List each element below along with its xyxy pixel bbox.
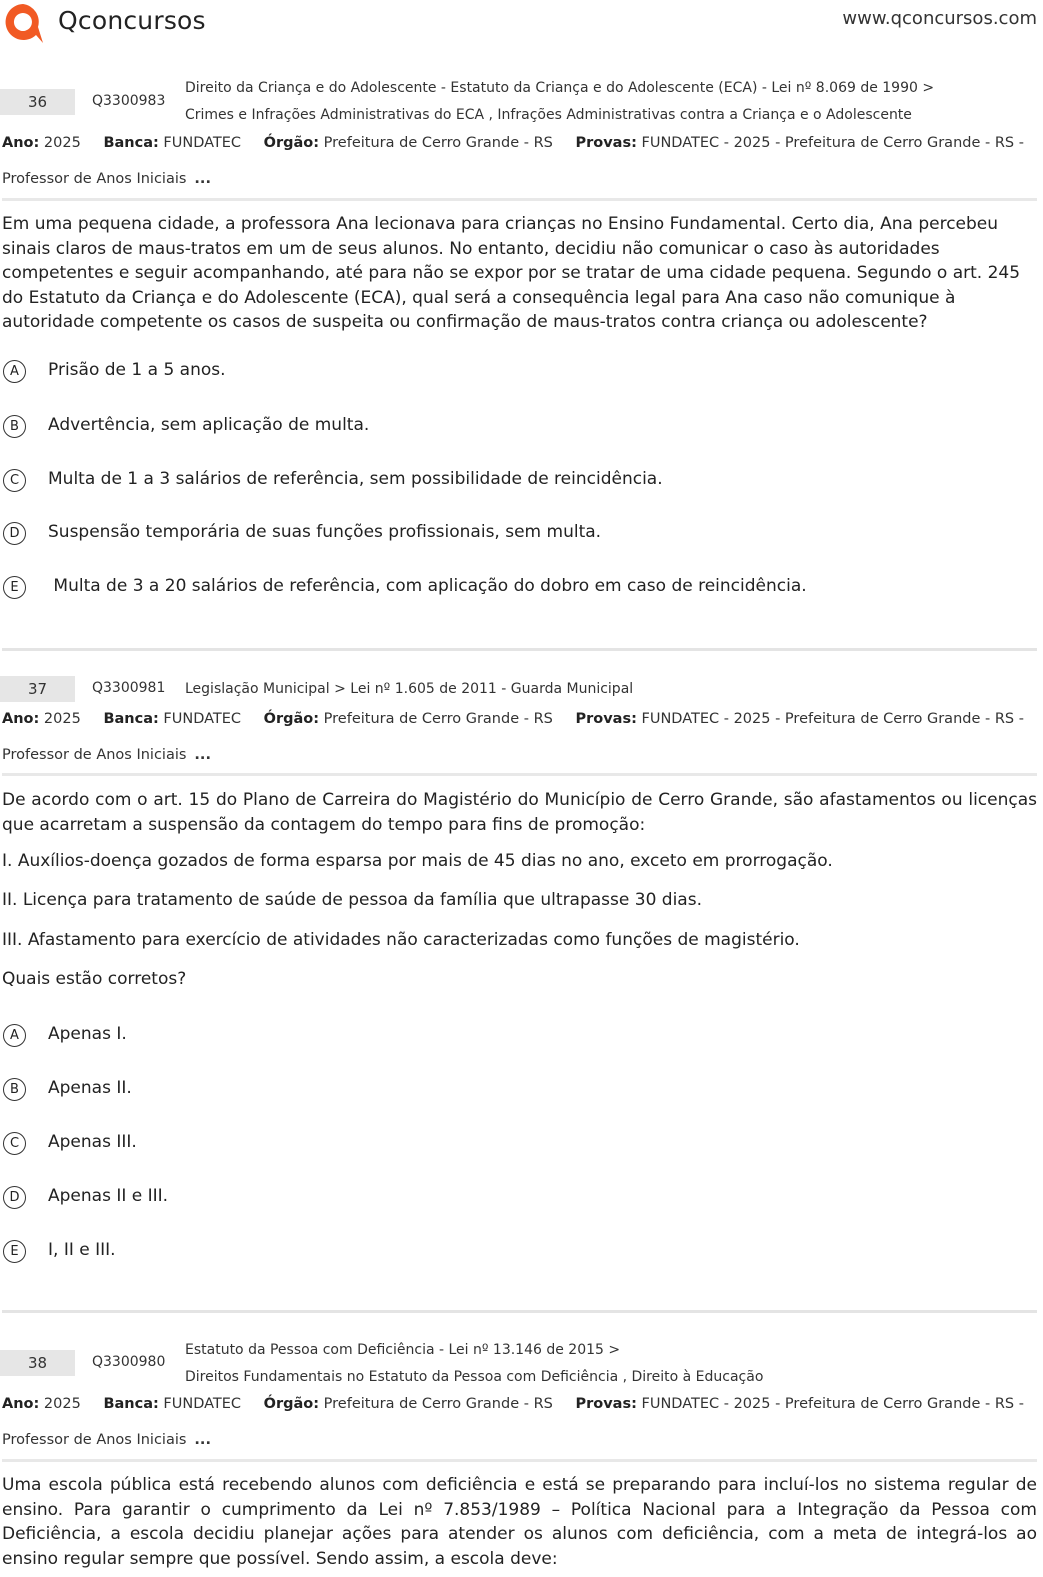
divider xyxy=(2,773,1037,776)
provas-value-cont: Professor de Anos Iniciais xyxy=(2,747,187,763)
option-e[interactable] xyxy=(3,576,1033,602)
option-c[interactable] xyxy=(3,469,1033,495)
question-separator xyxy=(2,648,1037,651)
subject-line[interactable]: Estatuto da Pessoa com Deficiência - Lei nº 13.146 de 2015 > xyxy=(185,1342,621,1358)
option-b[interactable] xyxy=(3,1078,1033,1104)
question-statement: Em uma pequena cidade, a professora Ana lecionava para crianças no Ensino Fundamental. Certo dia, Ana percebeu sinais claros de maus-tratos em um de seus alunos. No entanto, decidiu não comunicar o caso às autoridades competentes e seguir acompanhando, até para não se expor por se tratar de uma cidade pequena. Segundo o art. 245 do Estatuto da Criança e do Adolescente (ECA), qual será a consequência legal para Ana caso não comunique à autoridade competente os casos de suspeita ou confirmação de maus-tratos contra criança ou adolescente? xyxy=(2,214,1021,332)
question-id[interactable]: Q3300980 xyxy=(92,1354,166,1370)
option-letter[interactable]: C xyxy=(3,469,26,492)
banca-value: FUNDATEC xyxy=(163,135,242,151)
option-a[interactable] xyxy=(3,360,1033,386)
option-letter[interactable]: B xyxy=(3,415,26,438)
banca-value: FUNDATEC xyxy=(163,1396,242,1412)
question-number: 37 xyxy=(0,676,75,702)
ano-label: Ano: xyxy=(2,1396,40,1412)
option-b[interactable] xyxy=(3,415,1033,441)
provas-label: Provas: xyxy=(575,711,637,727)
question-number: 36 xyxy=(0,89,75,115)
ano-value: 2025 xyxy=(43,135,81,151)
option-letter[interactable]: E xyxy=(3,1240,26,1263)
question-id[interactable]: Q3300983 xyxy=(92,93,166,109)
qconcursos-logo-icon[interactable] xyxy=(2,1,44,43)
orgao-value: Prefeitura de Cerro Grande - RS xyxy=(323,135,553,151)
subject-line[interactable]: Crimes e Infrações Administrativas do ECA , Infrações Administrativas contra a Criança e o Adolescente xyxy=(185,107,912,123)
provas-continuation xyxy=(2,747,211,763)
banca-label: Banca: xyxy=(103,1396,159,1412)
orgao-value: Prefeitura de Cerro Grande - RS xyxy=(323,1396,553,1412)
subject-line[interactable]: Direitos Fundamentais no Estatuto da Pessoa com Deficiência , Direito à Educação xyxy=(185,1369,764,1385)
statement-item: III. Afastamento para exercício de atividades não caracterizadas como funções de magistério. xyxy=(2,930,800,950)
ano-label: Ano: xyxy=(2,711,40,727)
option-a[interactable] xyxy=(3,1024,1033,1050)
banca-label: Banca: xyxy=(103,135,159,151)
provas-value: FUNDATEC - 2025 - Prefeitura de Cerro Grande - RS - xyxy=(641,135,1024,151)
question-subject xyxy=(185,75,1035,129)
option-text[interactable]: Multa de 3 a 20 salários de referência, com aplicação do dobro em caso de reincidência. xyxy=(48,576,807,596)
provas-continuation xyxy=(2,171,211,187)
option-letter[interactable]: D xyxy=(3,522,26,545)
option-d[interactable] xyxy=(3,522,1033,548)
provas-value: FUNDATEC - 2025 - Prefeitura de Cerro Grande - RS - xyxy=(641,711,1024,727)
option-text[interactable]: Apenas III. xyxy=(48,1132,137,1152)
provas-value-cont: Professor de Anos Iniciais xyxy=(2,171,187,187)
option-letter[interactable]: B xyxy=(3,1078,26,1101)
orgao-value: Prefeitura de Cerro Grande - RS xyxy=(323,711,553,727)
option-e[interactable] xyxy=(3,1240,1033,1266)
option-letter[interactable]: D xyxy=(3,1186,26,1209)
option-letter[interactable]: E xyxy=(3,576,26,599)
provas-label: Provas: xyxy=(575,1396,637,1412)
orgao-label: Órgão: xyxy=(263,135,320,151)
orgao-label: Órgão: xyxy=(263,1396,320,1412)
divider xyxy=(2,1459,1037,1462)
more-provas-button[interactable]: ... xyxy=(194,747,211,763)
provas-value-cont: Professor de Anos Iniciais xyxy=(2,1432,187,1448)
site-url[interactable]: www.qconcursos.com xyxy=(842,8,1037,29)
banca-label: Banca: xyxy=(103,711,159,727)
option-letter[interactable]: A xyxy=(3,360,26,383)
question-subject xyxy=(185,676,1035,703)
provas-value: FUNDATEC - 2025 - Prefeitura de Cerro Grande - RS - xyxy=(641,1396,1024,1412)
provas-label: Provas: xyxy=(575,135,637,151)
statement-item: I. Auxílios-doença gozados de forma esparsa por mais de 45 dias no ano, exceto em prorrogação. xyxy=(2,851,833,871)
more-provas-button[interactable]: ... xyxy=(194,171,211,187)
option-text[interactable]: Advertência, sem aplicação de multa. xyxy=(48,415,370,435)
subject-line[interactable]: Direito da Criança e do Adolescente - Estatuto da Criança e do Adolescente (ECA) - Lei nº 8.069 de 1990 > xyxy=(185,80,935,96)
question-prompt: Quais estão corretos? xyxy=(2,969,187,989)
option-text[interactable]: Prisão de 1 a 5 anos. xyxy=(48,360,226,380)
question-info xyxy=(2,1396,1024,1412)
option-letter[interactable]: C xyxy=(3,1132,26,1155)
question-statement: De acordo com o art. 15 do Plano de Carreira do Magistério do Município de Cerro Grande, são afastamentos ou licenças que acarretam a suspensão da contagem do tempo para fins de promoção: xyxy=(2,790,1037,835)
more-provas-button[interactable]: ... xyxy=(194,1432,211,1448)
question-id[interactable]: Q3300981 xyxy=(92,680,166,696)
option-text[interactable]: Apenas I. xyxy=(48,1024,127,1044)
option-letter[interactable]: A xyxy=(3,1024,26,1047)
brand-name[interactable]: Qconcursos xyxy=(58,6,206,35)
question-subject xyxy=(185,1337,1035,1391)
question-statement: Uma escola pública está recebendo alunos com deficiência e está se preparando para incluí-los no sistema regular de ensino. Para garantir o cumprimento da Lei nº 7.853/1989 – Política Nacional para a Integração da Pessoa com Deficiência, a escola decidiu planejar ações para atender os alunos com deficiência, com a meta de integrá-los ao ensino regular sempre que possível. Sendo assim, a escola deve: xyxy=(2,1475,1037,1569)
provas-continuation xyxy=(2,1432,211,1448)
ano-label: Ano: xyxy=(2,135,40,151)
subject-line[interactable]: Legislação Municipal > Lei nº 1.605 de 2011 - Guarda Municipal xyxy=(185,681,634,697)
question-info xyxy=(2,711,1024,727)
option-text[interactable]: Suspensão temporária de suas funções profissionais, sem multa. xyxy=(48,522,602,542)
question-number: 38 xyxy=(0,1350,75,1376)
statement-item: II. Licença para tratamento de saúde de pessoa da família que ultrapasse 30 dias. xyxy=(2,890,702,910)
option-text[interactable]: I, II e III. xyxy=(48,1240,116,1260)
option-text[interactable]: Apenas II e III. xyxy=(48,1186,169,1206)
ano-value: 2025 xyxy=(43,711,81,727)
ano-value: 2025 xyxy=(43,1396,81,1412)
question-info xyxy=(2,135,1024,151)
option-c[interactable] xyxy=(3,1132,1033,1158)
question-separator xyxy=(2,1310,1037,1313)
option-text[interactable]: Apenas II. xyxy=(48,1078,132,1098)
divider xyxy=(2,198,1037,201)
option-text[interactable]: Multa de 1 a 3 salários de referência, sem possibilidade de reincidência. xyxy=(48,469,663,489)
banca-value: FUNDATEC xyxy=(163,711,242,727)
orgao-label: Órgão: xyxy=(263,711,320,727)
option-d[interactable] xyxy=(3,1186,1033,1212)
page-header xyxy=(0,0,1043,48)
